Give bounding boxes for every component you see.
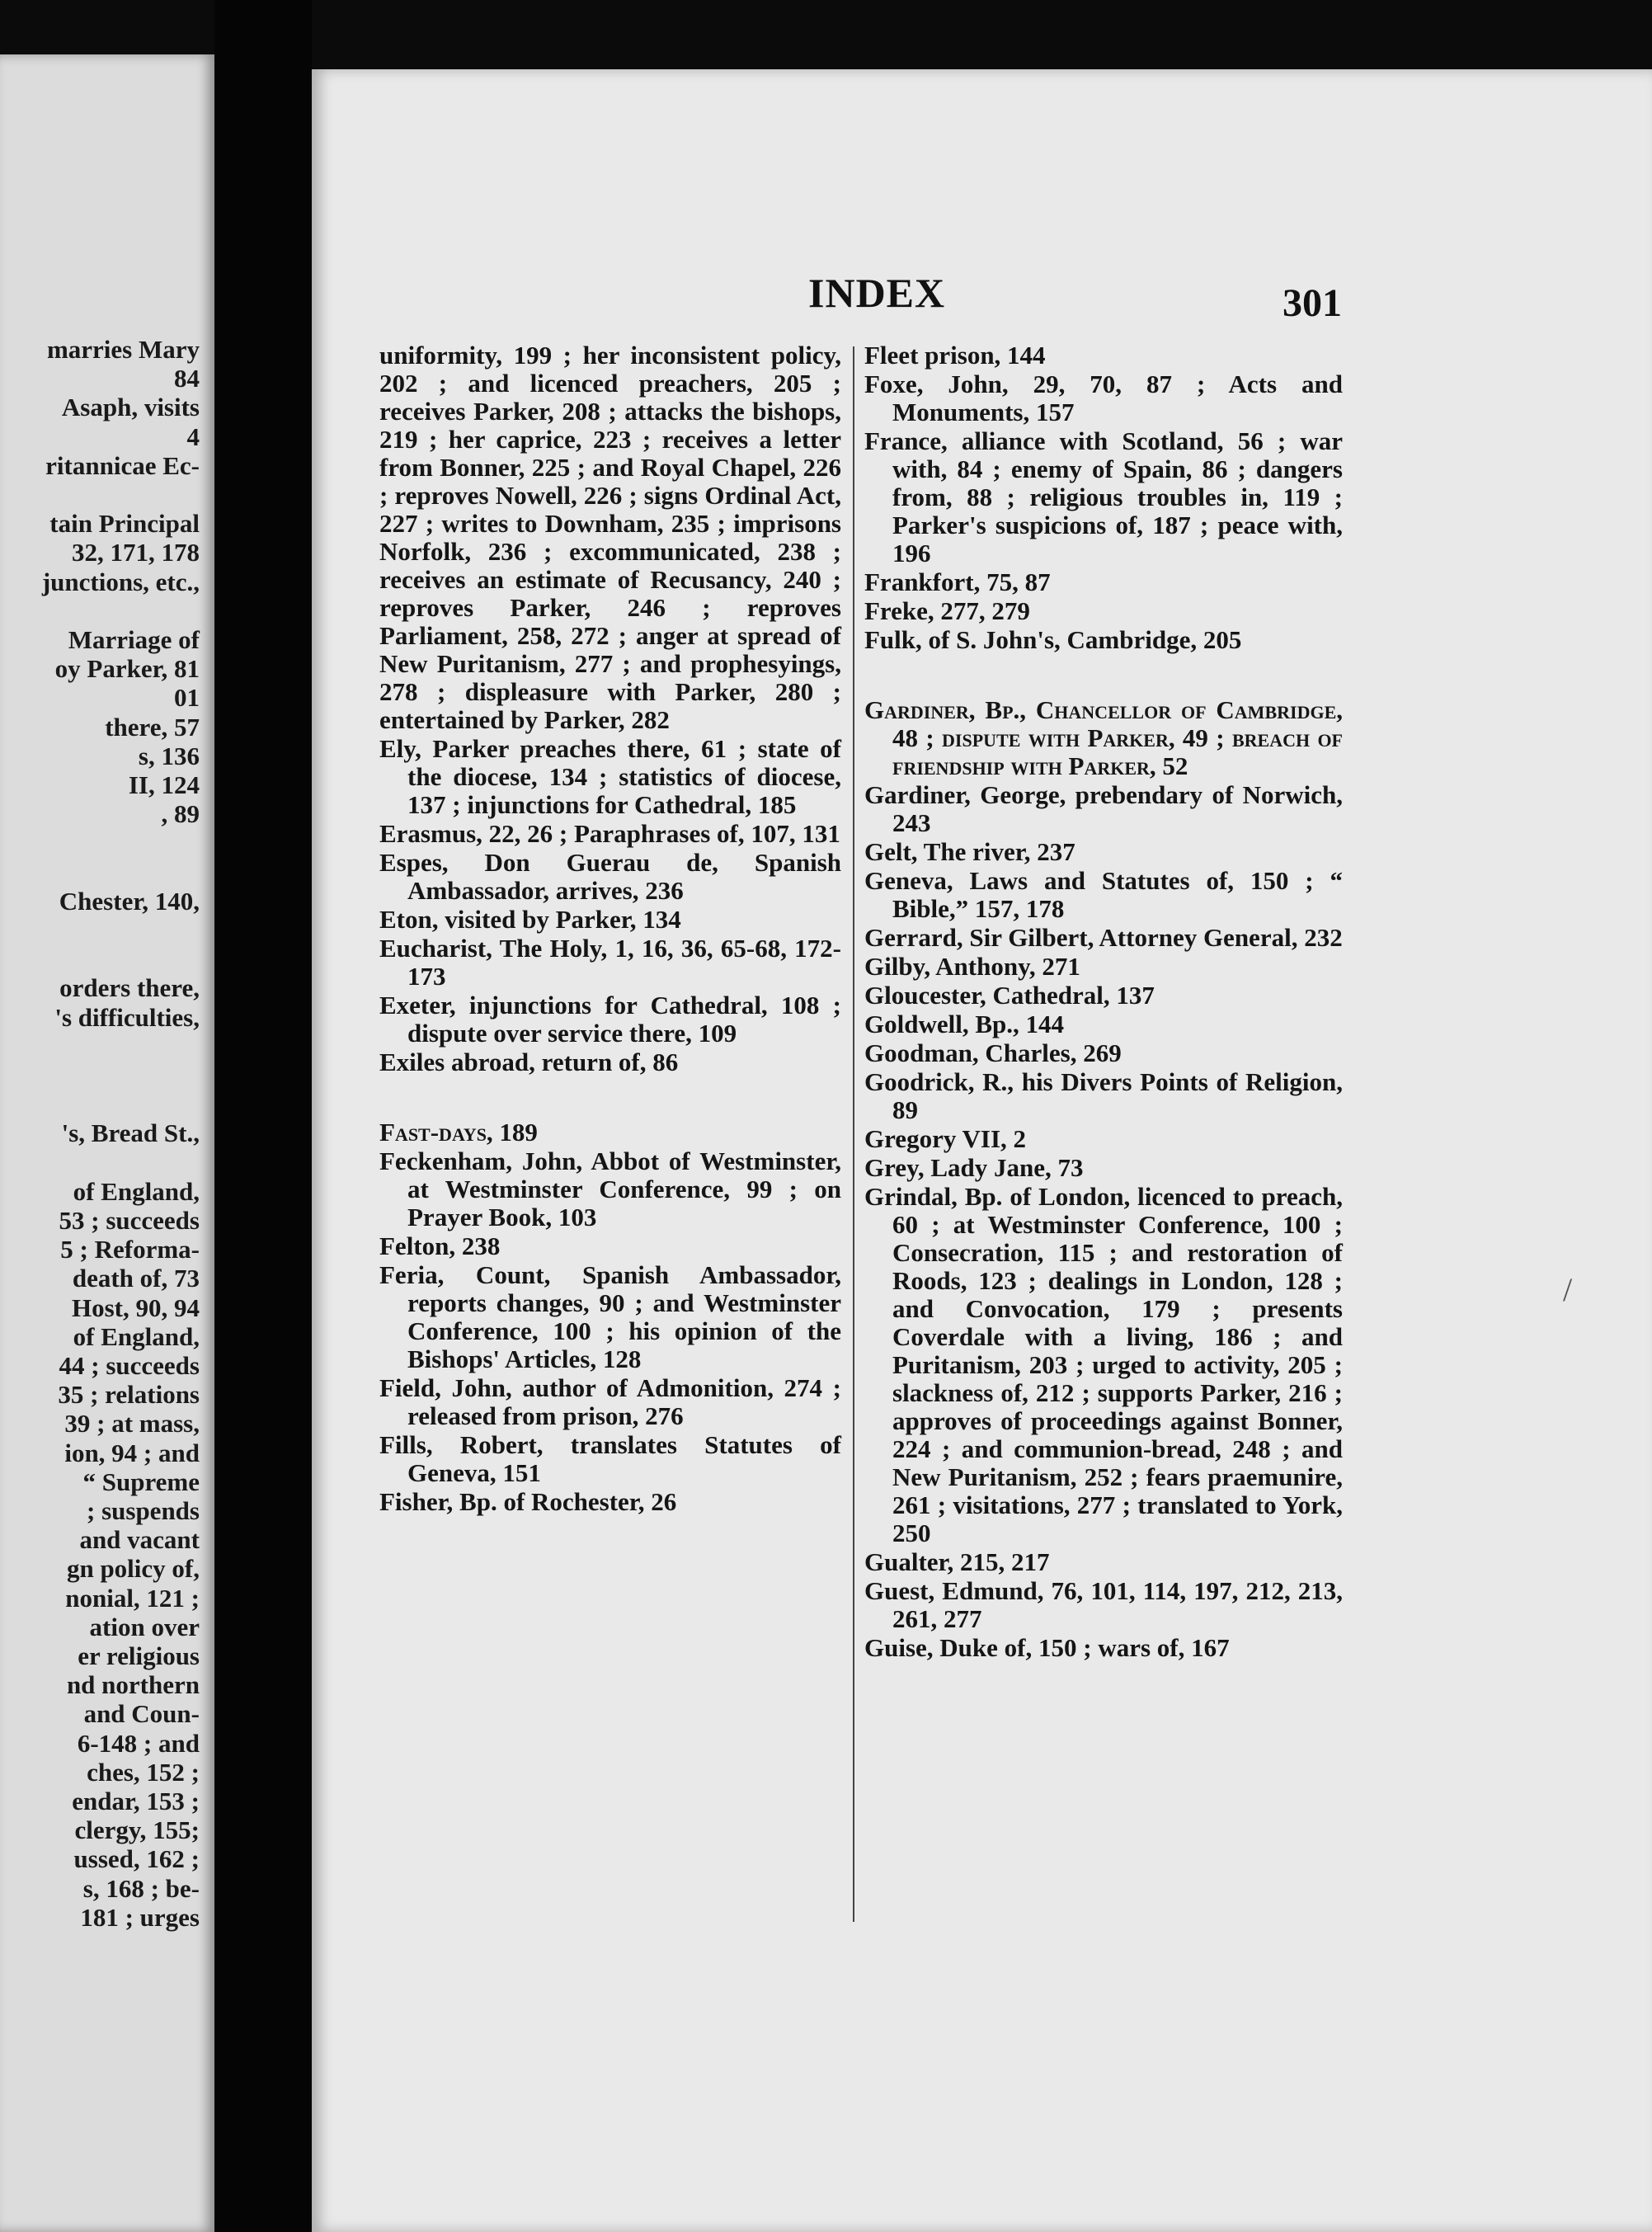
index-entry: Eucharist, The Holy, 1, 16, 36, 65-68, 172-173 (379, 934, 841, 991)
index-entry: Guise, Duke of, 150 ; wars of, 167 (864, 1633, 1230, 1662)
index-entry: Fisher, Bp. of Rochester, 26 (379, 1487, 677, 1516)
facing-page-text-fragment: Asaph, visits (61, 393, 200, 422)
index-entry: Goodman, Charles, 269 (864, 1038, 1122, 1067)
facing-page-text-fragment: ion, 94 ; and (64, 1438, 200, 1467)
facing-page-text-fragment: and Coun- (83, 1699, 200, 1729)
letter-section-gap (864, 655, 1343, 696)
facing-page-text-fragment: ritannicae Ec- (45, 450, 200, 480)
index-entry: Gardiner, Bp., Chancellor of Cambridge, 48 ; dispute with Parker, 49 ; breach of friendship with Parker, 52 (864, 695, 1343, 780)
facing-page-text-fragment: ches, 152 ; (87, 1757, 200, 1787)
page-number: 301 (1283, 281, 1342, 325)
facing-page-text-fragment: 181 ; urges (80, 1902, 200, 1932)
facing-page-text-fragment: ; suspends (87, 1496, 200, 1525)
facing-page-text-fragment: 's, Bread St., (61, 1118, 200, 1148)
index-entry: Gilby, Anthony, 271 (864, 952, 1080, 981)
facing-page-text-fragment: 4 (186, 421, 200, 451)
page-title: INDEX (808, 270, 946, 316)
index-column-right (864, 341, 1343, 1663)
facing-page-text-fragment: “ Supreme (82, 1467, 200, 1496)
facing-page-text-fragment: Marriage of (68, 625, 200, 654)
facing-page-text-fragment: ussed, 162 ; (73, 1844, 200, 1874)
facing-page-text-fragment: endar, 153 ; (72, 1787, 200, 1815)
index-entry: Grey, Lady Jane, 73 (864, 1153, 1084, 1182)
index-entry: Gualter, 215, 217 (864, 1547, 1050, 1576)
margin-mark: / (1563, 1271, 1573, 1308)
facing-page-text-fragment: junctions, etc., (41, 567, 200, 596)
index-entry: Fulk, of S. John's, Cambridge, 205 (864, 625, 1242, 654)
index-entry: Gelt, The river, 237 (864, 837, 1075, 866)
facing-page-text-fragment: 44 ; succeeds (59, 1351, 200, 1380)
facing-page-text-fragment: 5 ; Reforma- (60, 1235, 200, 1264)
index-entry: Fast-days, 189 (379, 1118, 538, 1147)
facing-page-text-fragment: , 89 (161, 799, 200, 829)
facing-page-text-fragment: oy Parker, 81 (54, 654, 200, 684)
index-entry: Erasmus, 22, 26 ; Paraphrases of, 107, 131 (379, 819, 840, 848)
facing-page-text-fragment: ation over (89, 1612, 200, 1641)
facing-page-text-fragment: death of, 73 (72, 1264, 200, 1293)
index-entry: Felton, 238 (379, 1231, 501, 1260)
index-entry: Gregory VII, 2 (864, 1124, 1027, 1153)
facing-page-text-fragment: gn policy of, (66, 1554, 200, 1584)
facing-page-text-fragment: 84 (174, 364, 200, 393)
index-entry: Gerrard, Sir Gilbert, Attorney General, 232 (864, 923, 1343, 952)
index-entry: Espes, Don Guerau de, Spanish Ambassador, arrives, 236 (379, 848, 841, 905)
index-entry: Guest, Edmund, 76, 101, 114, 197, 212, 213, 261, 277 (864, 1576, 1343, 1633)
index-entry: France, alliance with Scotland, 56 ; war with, 84 ; enemy of Spain, 86 ; dangers from, 88 ; religious troubles in, 119 ; Parker's suspicions of, 187 ; peace with, 196 (864, 426, 1343, 567)
column-divider (853, 346, 854, 1922)
index-entry: Geneva, Laws and Statutes of, 150 ; “ Bible,” 157, 178 (864, 866, 1343, 923)
facing-page-text-fragment: of England, (73, 1321, 200, 1351)
facing-page-text-fragment: Chester, 140, (59, 886, 200, 916)
facing-page-text-fragment: and vacant (79, 1525, 200, 1555)
facing-page-text-fragment: 39 ; at mass, (64, 1409, 200, 1439)
book-gutter (214, 0, 312, 2232)
letter-section-gap (379, 1077, 841, 1118)
facing-page-text-fragment: there, 57 (105, 712, 200, 742)
left-page-fragment (0, 54, 214, 2232)
index-entry: Fleet prison, 144 (864, 341, 1046, 370)
facing-page-text-fragment: nonial, 121 ; (65, 1583, 200, 1613)
facing-page-text-fragment: 01 (174, 683, 200, 713)
index-entry: Feria, Count, Spanish Ambassador, reports changes, 90 ; and Westminster Conference, 100 ; his opinion of the Bishops' Articles, 128 (379, 1260, 841, 1373)
facing-page-text-fragment: 6-148 ; and (77, 1728, 200, 1758)
facing-page-text-fragment: tain Principal (49, 509, 200, 539)
index-entry: Frankfort, 75, 87 (864, 567, 1051, 596)
index-entry: Eton, visited by Parker, 134 (379, 905, 681, 934)
facing-page-text-fragment: 's difficulties, (54, 1002, 200, 1032)
index-entry: uniformity, 199 ; her inconsistent policy, 202 ; and licenced preachers, 205 ; receives Parker, 208 ; attacks the bishops, 219 ; her caprice, 223 ; receives a letter from Bonner, 225 ; and Royal Chapel, 226 ; reproves Nowell, 226 ; signs Ordinal Act, 227 ; writes to Downham, 235 ; imprisons Norfolk, 236 ; excommunicated, 238 ; receives an estimate of Recusancy, 240 ; reproves Parker, 246 ; reproves Parliament, 258, 272 ; anger at spread of New Puritanism, 277 ; and prophesyings, 278 ; displeasure with Parker, 280 ; entertained by Parker, 282 (379, 341, 841, 734)
index-column-left (379, 341, 841, 1517)
facing-page-text-fragment: 35 ; relations (58, 1380, 200, 1410)
facing-page-text-fragment: clergy, 155; (74, 1815, 200, 1845)
facing-page-text-fragment: II, 124 (128, 770, 200, 799)
facing-page-text-fragment: of England, (73, 1176, 200, 1206)
facing-page-text-fragment: s, 136 (138, 741, 200, 770)
index-entry: Gardiner, George, prebendary of Norwich, 243 (864, 780, 1343, 837)
facing-page-text-fragment: 53 ; succeeds (59, 1206, 200, 1235)
index-entry: Goodrick, R., his Divers Points of Religion, 89 (864, 1067, 1343, 1124)
facing-page-text-fragment: s, 168 ; be- (82, 1873, 200, 1903)
index-entry: Grindal, Bp. of London, licenced to preach, 60 ; at Westminster Conference, 100 ; Consecration, 115 ; and restoration of Roods, 123 ; dealings in London, 128 ; and Convocation, 179 ; presents Coverdale with a living, 186 ; and Puritanism, 203 ; urged to activity, 205 ; slackness of, 212 ; supports Parker, 216 ; approves of proceedings against Bonner, 224 ; and communion-bread, 248 ; and New Puritanism, 252 ; fears praemunire, 261 ; visitations, 277 ; translated to York, 250 (864, 1182, 1343, 1547)
index-entry: Freke, 277, 279 (864, 596, 1030, 625)
index-entry: Gloucester, Cathedral, 137 (864, 981, 1155, 1010)
facing-page-text-fragment: nd northern (66, 1670, 200, 1700)
index-entry: Foxe, John, 29, 70, 87 ; Acts and Monuments, 157 (864, 370, 1343, 426)
index-entry: Feckenham, John, Abbot of Westminster, at Westminster Conference, 99 ; on Prayer Book, 103 (379, 1147, 841, 1231)
facing-page-text-fragment: er religious (78, 1641, 200, 1670)
index-entry: Exeter, injunctions for Cathedral, 108 ; dispute over service there, 109 (379, 991, 841, 1048)
index-entry: Exiles abroad, return of, 86 (379, 1048, 679, 1076)
facing-page-text-fragment: 32, 171, 178 (72, 538, 200, 567)
index-entry: Ely, Parker preaches there, 61 ; state of the diocese, 134 ; statistics of diocese, 137 ; injunctions for Cathedral, 185 (379, 734, 841, 819)
index-entry: Goldwell, Bp., 144 (864, 1010, 1065, 1038)
index-entry: Field, John, author of Admonition, 274 ; released from prison, 276 (379, 1373, 841, 1430)
facing-page-text-fragment: orders there, (59, 973, 200, 1003)
index-entry: Fills, Robert, translates Statutes of Geneva, 151 (379, 1430, 841, 1487)
facing-page-text-fragment: Host, 90, 94 (72, 1293, 200, 1322)
facing-page-text-fragment: marries Mary (46, 335, 200, 364)
